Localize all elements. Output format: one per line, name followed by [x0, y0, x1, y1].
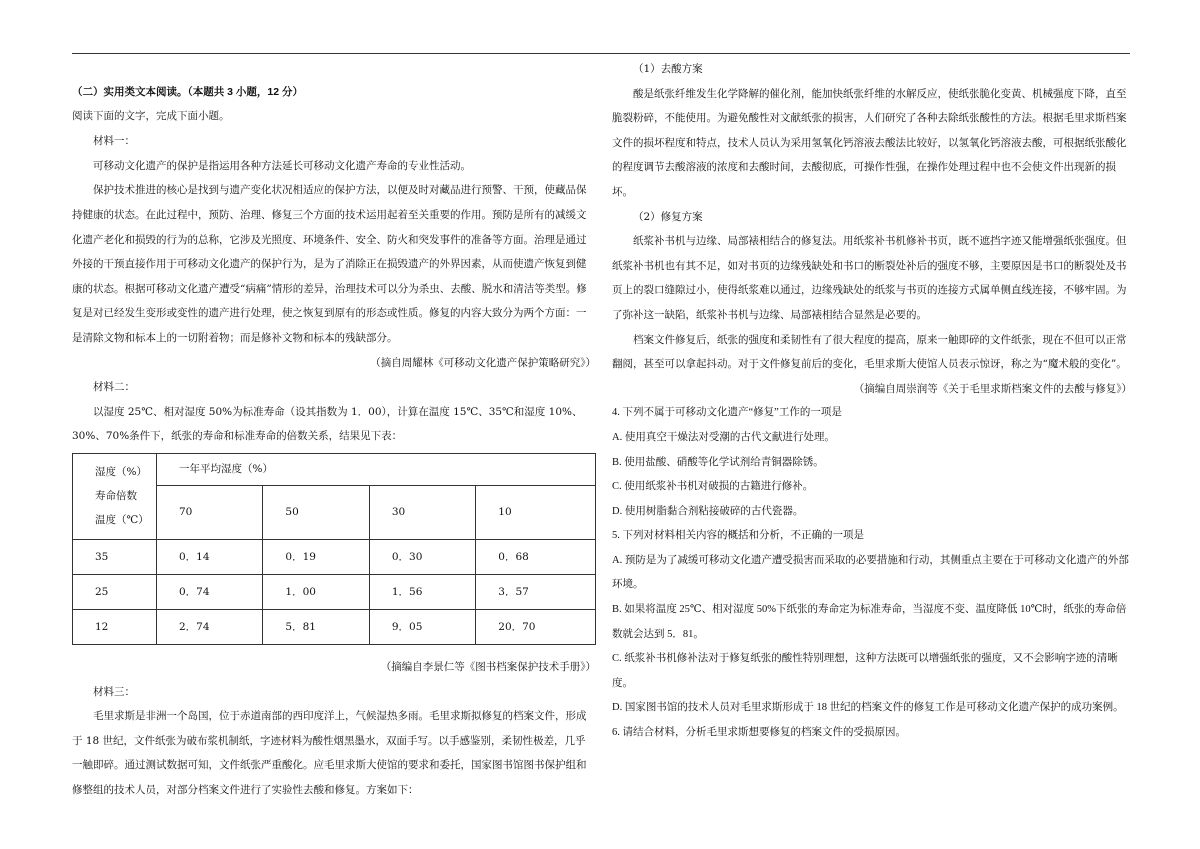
- material-3-paragraph-1: 毛里求斯是非洲一个岛国，位于赤道南部的西印度洋上，气候湿热多雨。毛里求斯拟修复的档案文件，形成于 18 世纪，文件纸张为破布浆机制纸，字迹材料为酸性烟黑墨水，双面手写。以手感鉴别，柔韧性极差，几乎一触即碎。通过测试数据可知，文件纸张严重酸化。应毛里求斯大使馆的要求和委托，国家图书馆图书保护组和修整组的技术人员，对部分档案文件进行了实验性去酸和修复。方案如下：: [72, 710, 587, 796]
- corner-line-2: 寿命倍数: [95, 490, 137, 503]
- humidity-table: [72, 453, 596, 645]
- material-1-label: 材料一：: [93, 135, 135, 148]
- table-row-temp: 35: [73, 539, 157, 574]
- question-4: 4. 下列不属于可移动文化遗产“修复”工作的一项是: [612, 407, 842, 419]
- question-5-option-c: C. 纸浆补书机修补法对于修复纸张的酸性特别理想，这种方法既可以增强纸张的强度，又不会影响字迹的清晰度。: [612, 653, 1118, 689]
- question-5: 5. 下列对材料相关内容的概括和分析，不正确的一项是: [612, 530, 864, 542]
- table-cell: 20．70: [476, 609, 596, 644]
- table-row: [73, 609, 596, 644]
- top-rule: [72, 53, 1130, 54]
- table-cell: 5．81: [263, 609, 369, 644]
- table-header-row: [73, 453, 596, 485]
- material-1-paragraph-2: 保护技术推进的核心是找到与遗产变化状况相适应的保护方法，以便及时对藏品进行预警、干预，使藏品保持健康的状态。在此过程中，预防、治理、修复三个方面的技术运用起着至关重要的作用。预防是所有的减缓文化遗产老化和损毁的行为的总称，它涉及光照度、环境条件、安全、防火和突发事件的准备等方面。治理是通过外接的干预直接作用于可移动文化遗产的保护行为，是为了消除正在损毁遗产的外界因素，从而使遗产恢复到健康的状态。根据可移动文化遗产遭受“病痛”情形的差异，治理技术可以分为杀虫、去酸、脱水和清洁等类型。修复是对已经发生变形或变性的遗产进行处理，使之恢复到原有的形态或性质。修复的内容大致分为两个方面：一是清除文物和标本上的一切附着物；而是修补文物和标本的残缺部分。: [72, 184, 587, 344]
- material-1-paragraph-1: 可移动文化遗产的保护是指运用各种方法延长可移动文化遗产寿命的专业性活动。: [93, 159, 471, 172]
- table-column-header: 10: [476, 485, 596, 539]
- left-column: [72, 80, 596, 802]
- table-cell: 1．56: [369, 574, 475, 609]
- question-4-option-a: A. 使用真空干燥法对受潮的古代文献进行处理。: [612, 431, 835, 443]
- material-2-label: 材料二：: [93, 381, 135, 394]
- table-column-header: 70: [157, 485, 263, 539]
- corner-line-1: 湿度（%）: [95, 466, 147, 479]
- table-row: [73, 539, 596, 574]
- plan-2-title: （2）修复方案: [633, 210, 703, 223]
- table-column-header: 30: [369, 485, 475, 539]
- table-cell: 9．05: [369, 609, 475, 644]
- table-cell: 1．00: [263, 574, 369, 609]
- table-cell: 2．74: [157, 609, 263, 644]
- corner-line-3: 温度（℃）: [95, 514, 149, 527]
- table-cell: 3．57: [476, 574, 596, 609]
- instruction: 阅读下面的文字，完成下面小题。: [72, 110, 230, 122]
- question-6: 6. 请结合材料，分析毛里求斯想要修复的档案文件的受损原因。: [612, 727, 906, 739]
- question-5-option-b: B. 如果将温度 25℃、相对湿度 50%下纸张的寿命定为标准寿命，当湿度不变、温度降低 10℃时，纸张的寿命倍数就会达到 5．81。: [612, 604, 1127, 640]
- table-corner-cell: [73, 453, 157, 539]
- question-4-option-d: D. 使用树脂黏合剂粘接破碎的古代瓷器。: [612, 505, 804, 517]
- question-5-option-d: D. 国家图书馆的技术人员对毛里求斯形成于 18 世纪的档案文件的修复工作是可移动文化遗产保护的成功案例。: [612, 702, 1124, 714]
- right-column: [612, 57, 1132, 746]
- table-cell: 0．19: [263, 539, 369, 574]
- material-3-label: 材料三：: [93, 685, 135, 698]
- question-4-option-c: C. 使用纸浆补书机对破损的古籍进行修补。: [612, 481, 814, 493]
- plan-2-paragraph-1: 纸浆补书机与边缘、局部裱相结合的修复法。用纸浆补书机修补书页，既不遮挡字迹又能增强纸张强度。但纸浆补书机也有其不足，如对书页的边缘残缺处和书口的断裂处补后的强度不够，主要原因是书口的断裂处及书页上的裂口缝隙过小，使得纸浆难以通过，边缘残缺处的纸浆与书页的连接方式属单侧直线连接，不够牢固。为了弥补这一缺陷，纸浆补书机与边缘、局部裱相结合显然是必要的。: [612, 235, 1127, 321]
- table-row-temp: 25: [73, 574, 157, 609]
- table-cell: 0．68: [476, 539, 596, 574]
- plan-1-title: （1）去酸方案: [633, 63, 703, 75]
- table-row: [73, 574, 596, 609]
- question-5-option-a: A. 预防是为了减缓可移动文化遗产遭受损害而采取的必要措施和行动，其侧重点主要在于可移动文化遗产的外部环境。: [612, 554, 1129, 591]
- question-4-option-b: B. 使用盐酸、硝酸等化学试剂给青铜器除锈。: [612, 456, 824, 468]
- material-1-source: （摘自周耀林《可移动文化遗产保护策略研究》）: [370, 356, 596, 369]
- plan-1-text: 酸是纸张纤维发生化学降解的催化剂，能加快纸张纤维的水解反应，使纸张脆化变黄、机械强度下降，直至脆裂粉碎，不能使用。为避免酸性对文献纸张的损害，人们研究了各种去除纸张酸性的方法。根据毛里求斯档案文件的损坏程度和特点，技术人员认为采用氢氧化钙溶液去酸法比较好，以氢氧化钙溶液去酸，可根据纸张酸化的程度调节去酸溶液的浓度和去酸时间，去酸彻底，可操作性强，在操作处理过程中也不会使文件出现新的损坏。: [612, 87, 1127, 198]
- table-group-header: 一年平均湿度（%）: [157, 453, 596, 485]
- table-cell: 0．74: [157, 574, 263, 609]
- section-title: （二）实用类文本阅读。（本题共 3 小题，12 分）: [72, 86, 304, 98]
- table-column-header: 50: [263, 485, 369, 539]
- material-3-source: （摘编自周崇润等《关于毛里求斯档案文件的去酸与修复》）: [853, 382, 1132, 395]
- table-cell: 0．30: [369, 539, 475, 574]
- material-2-intro: 以湿度 25℃、相对湿度 50%为标准寿命（设其指数为 1．00），计算在温度 15℃、35℃和湿度 10%、30%、70%条件下，纸张的寿命和标准寿命的倍数关系，结果见下表：: [72, 405, 583, 443]
- plan-2-paragraph-2: 档案文件修复后，纸张的强度和柔韧性有了很大程度的提高，原来一触即碎的文件纸张，现在不但可以正常翻阅，甚至可以拿起抖动。对于文件修复前后的变化，毛里求斯大使馆人员表示惊讶，称之为“魔术般的变化”。: [612, 333, 1127, 371]
- material-2-source: （摘编自李景仁等《图书档案保护技术手册》）: [380, 660, 596, 673]
- table-row-temp: 12: [73, 609, 157, 644]
- table-cell: 0．14: [157, 539, 263, 574]
